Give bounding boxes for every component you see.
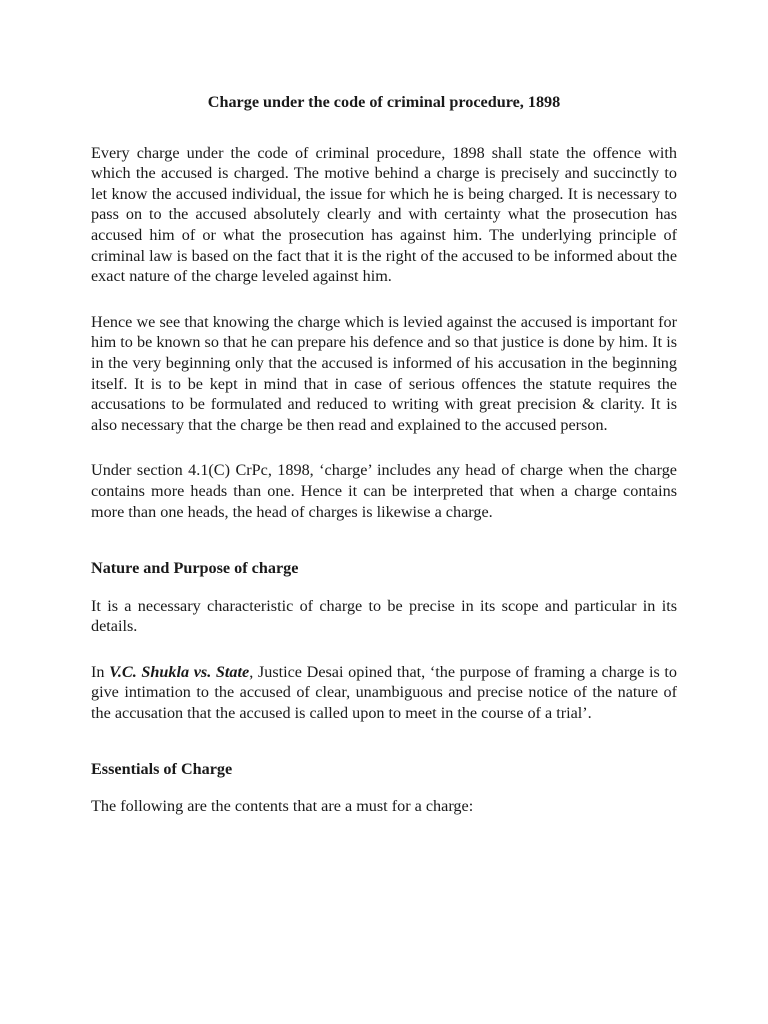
paragraph-characteristic: It is a necessary characteristic of charge to be precise in its scope and particular in its details. bbox=[91, 596, 677, 636]
paragraph-contents-intro: The following are the contents that are a must for a charge: bbox=[91, 797, 474, 816]
case-text: , Justice Desai opined that, ‘the purpose of framing a charge is to give intimation to the accused of clear, unambiguous and precise notice of the nature of the accusation that the accused is called upon to meet in the course of a trial’. bbox=[91, 662, 677, 723]
heading-essentials: Essentials of Charge bbox=[91, 759, 233, 778]
heading-nature-purpose: Nature and Purpose of charge bbox=[91, 559, 299, 578]
case-prefix: In bbox=[91, 662, 110, 681]
document-page bbox=[91, 92, 677, 842]
document-title: Charge under the code of criminal procedure, 1898 bbox=[207, 93, 561, 111]
paragraph-defence: Hence we see that knowing the charge which is levied against the accused is important for him to be known so that he can prepare his defence and so that justice is done by him. It is in the very beginning only that the accused is informed of his accusation in the beginning itself. It is to be kept in mind that in case of serious offences the statute requires the accusations to be formulated and reduced to writing with great precision & clarity. It is also necessary that the charge be then read and explained to the accused person. bbox=[91, 312, 677, 434]
paragraph-section-definition: Under section 4.1(C) CrPc, 1898, ‘charge’ includes any head of charge when the charge contains more heads than one. Hence it can be interpreted that when a charge contains more than one heads, the head of charges is likewise a charge. bbox=[91, 461, 677, 521]
paragraph-intro: Every charge under the code of criminal procedure, 1898 shall state the offence with which the accused is charged. The motive behind a charge is precisely and succinctly to let know the accused individual, the issue for which he is being charged. It is necessary to pass on to the accused absolutely clearly and with certainty what the prosecution has accused him of or what the prosecution has against him. The underlying principle of criminal law is based on the fact that it is the right of the accused to be informed about the exact nature of the charge leveled against him. bbox=[91, 143, 677, 286]
paragraph-case-law bbox=[91, 662, 677, 724]
case-name: V.C. Shukla vs. State bbox=[109, 662, 250, 681]
